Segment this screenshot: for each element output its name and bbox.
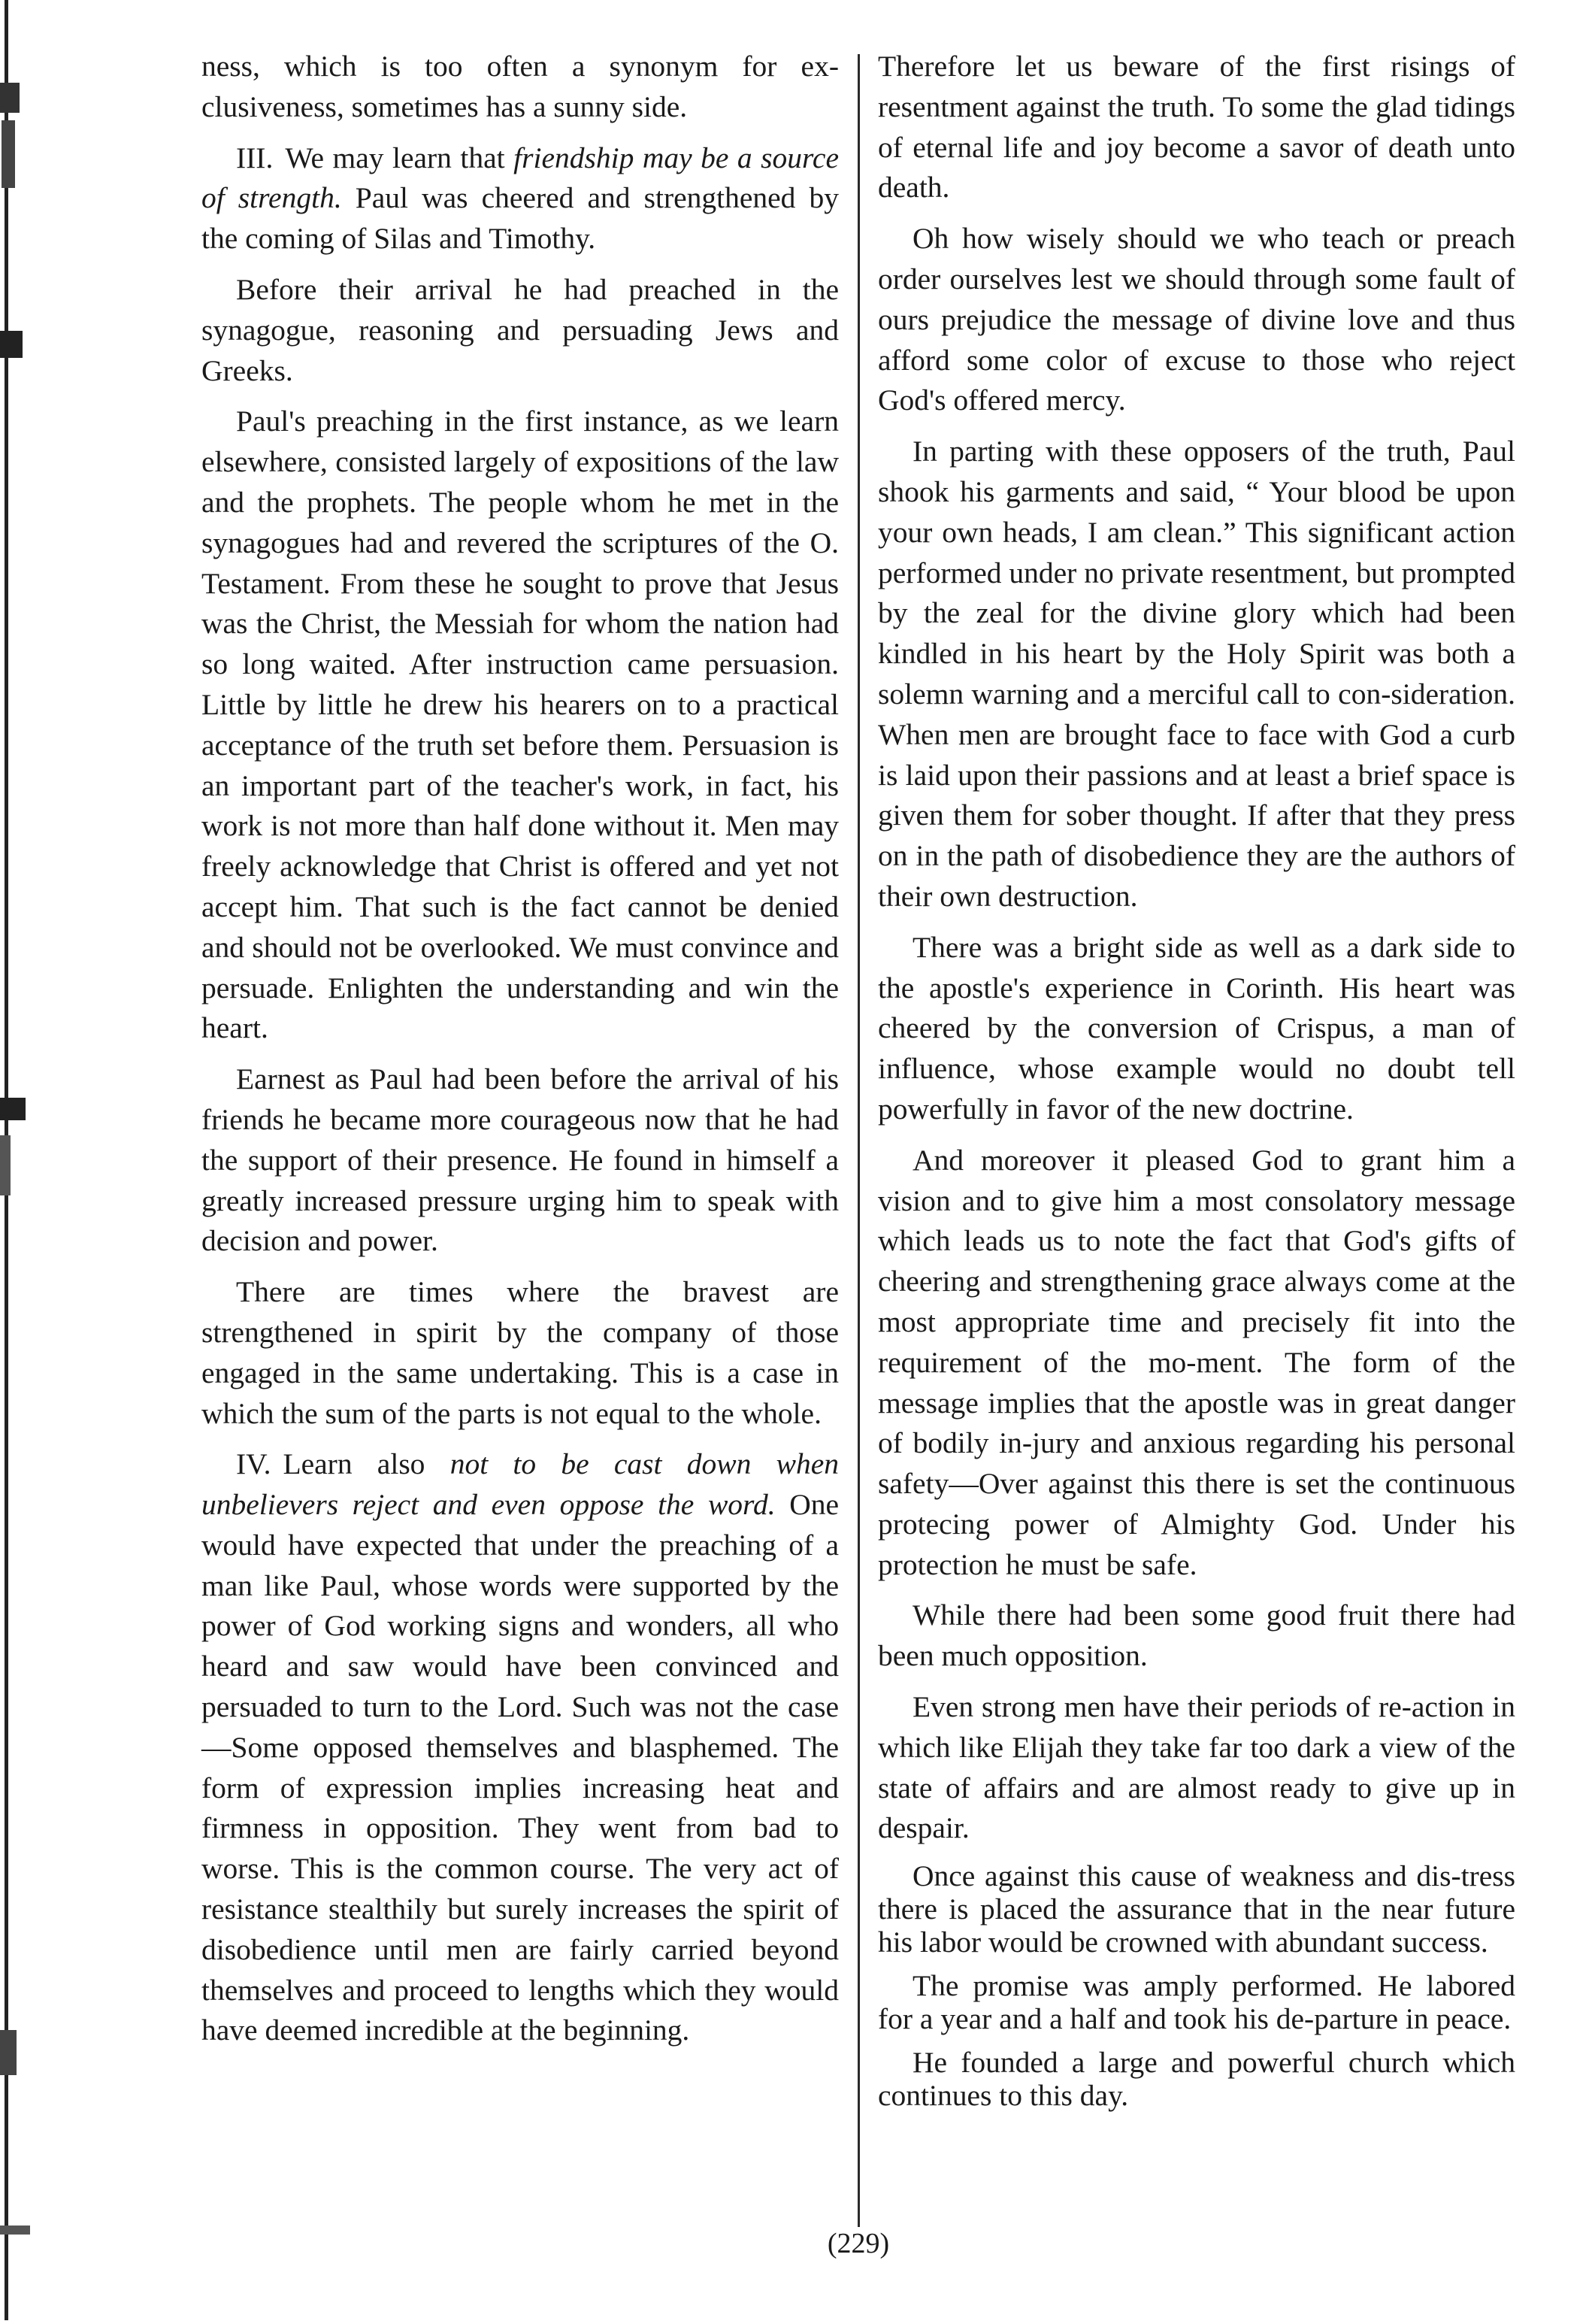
paragraph bbox=[878, 432, 1515, 917]
paragraph bbox=[878, 219, 1515, 421]
paragraph-text: Learn also bbox=[283, 1447, 450, 1481]
paragraph-text: We may learn that bbox=[285, 141, 514, 174]
left-column bbox=[201, 47, 839, 2062]
book-page bbox=[201, 47, 1515, 2272]
paragraph bbox=[878, 1687, 1515, 1849]
paragraph-text: Paul's preaching in the first instance, as we learn elsewhere, consisted largely of expositions of the law and the prophets. The people whom he met in the synagogues had and revered the scriptures of the O. Testament. From these he sought to prove that Jesus was the Christ, the Messiah for whom the nation had so long waited. After instruction came persuasion. Little by little he drew his hearers on to a practical acceptance of the truth set before them. Persuasion is an important part of the teacher's work, in fact, his work is not more than half done without it. Men may freely acknowledge that Christ is offered and yet not accept him. That such is the fact cannot be denied and should not be overlooked. We must convince and persuade. Enlighten the understanding and win the heart. bbox=[201, 405, 839, 1045]
paragraph-text: There was a bright side as well as a dark side to the apostle's experience in Corinth. His heart was cheered by the conversion of Crispus, a man of influence, whose example would no doubt tell powerfully in favor of the new doctrine. bbox=[878, 930, 1515, 1126]
italic-heading: friendship may be a source of strength. bbox=[201, 141, 839, 215]
paragraph-text: Oh how wisely should we who teach or preach order ourselves lest we should through some fault of ours prejudice the message of divine love and thus afford some color of excuse to those who reject God's offered mercy. bbox=[878, 222, 1515, 417]
paragraph-text: ness, which is too often a synonym for ex-clusiveness, sometimes has a sunny side. bbox=[201, 50, 839, 123]
paragraph-text: The promise was amply performed. He labored for a year and a half and took his de-parture in peace. bbox=[878, 1969, 1515, 2036]
page-number: (229) bbox=[827, 2228, 890, 2259]
paragraph-text: He founded a large and powerful church which continues to this day. bbox=[878, 2046, 1515, 2113]
paragraph bbox=[878, 928, 1515, 1130]
paragraph-text: While there had been some good fruit there had been much opposition. bbox=[878, 1598, 1515, 1673]
paragraph bbox=[201, 1059, 839, 1262]
paragraph bbox=[201, 47, 839, 128]
paragraph-text: Even strong men have their periods of re-action in which like Elijah they take far too dark a view of the state of affairs and are almost ready to give up in despair. bbox=[878, 1690, 1515, 1845]
section-numeral: IV. bbox=[236, 1447, 271, 1481]
paragraph bbox=[201, 401, 839, 1049]
binding-edge-marks bbox=[0, 0, 35, 2320]
paragraph bbox=[201, 270, 839, 391]
paragraph-text: In parting with these opposers of the truth, Paul shook his garments and said, “ Your blood be upon your own heads, I am clean.” This significant action performed under no private resentment, but prompted by the zeal for the divine glory which had been kindled in his heart by the Holy Spirit was both a solemn warning and a merciful call to con-sideration. When men are brought face to face with God a curb is laid upon their passions and at least a brief space is given them for sober thought. If after that they press on in the path of disobedience they are the authors of their own destruction. bbox=[878, 435, 1515, 913]
column-divider bbox=[858, 54, 860, 2227]
paragraph bbox=[878, 2046, 1515, 2112]
right-column bbox=[878, 47, 1515, 2123]
paragraph-text: Once against this cause of weakness and dis-tress there is placed the assurance that in the near future his labor would be crowned with abundant success. bbox=[878, 1859, 1515, 1959]
paragraph-text: Before their arrival he had preached in the synagogue, reasoning and persuading Jews and Greeks. bbox=[201, 272, 839, 387]
paragraph bbox=[878, 1595, 1515, 1677]
section-numeral: III. bbox=[236, 141, 274, 174]
paragraph-text: Paul was cheered and strengthened by the coming of Silas and Timothy. bbox=[201, 181, 839, 256]
paragraph bbox=[201, 1272, 839, 1434]
paragraph-text: One would have expected that under the preaching of a man like Paul, whose words were supported by the power of God working signs and wonders, all who heard and saw would have been convinced and persuaded to turn to the Lord. Such was not the case—Some opposed themselves and blasphemed. The form of expression implies increasing heat and firmness in opposition. They went from bad to worse. This is the common course. The very act of resistance stealthily but surely increases the spirit of disobedience until men are fairly carried beyond themselves and proceed to lengths which they would have deemed incredible at the beginning. bbox=[201, 1488, 839, 2047]
paragraph bbox=[878, 1969, 1515, 2035]
paragraph-text: Earnest as Paul had been before the arrival of his friends he became more courageous now that he had the support of their presence. He found in himself a greatly increased pressure urging him to speak with decision and power. bbox=[201, 1062, 839, 1258]
paragraph-text: There are times where the bravest are strengthened in spirit by the company of those engaged in the same undertaking. This is a case in which the sum of the parts is not equal to the whole. bbox=[201, 1275, 839, 1430]
paragraph bbox=[201, 138, 839, 259]
paragraph bbox=[878, 47, 1515, 208]
paragraph-text: Therefore let us beware of the first risings of resentment against the truth. To some the glad tidings of eternal life and joy become a savor of death unto death. bbox=[878, 50, 1515, 205]
italic-heading: not to be cast down when unbelievers reject and even oppose the word. bbox=[201, 1447, 839, 1522]
binding-edge-artifact bbox=[0, 0, 35, 2320]
paragraph bbox=[878, 1141, 1515, 1586]
paragraph bbox=[201, 1444, 839, 2051]
paragraph bbox=[878, 1859, 1515, 1959]
paragraph-text: And moreover it pleased God to grant him a vision and to give him a most consolatory message which leads us to note the fact that God's gifts of cheering and strengthening grace always come at the most appropriate time and precisely fit into the requirement of the mo-ment. The form of the message implies that the apostle was in great danger of bodily in-jury and anxious regarding his personal safety—Over against this there is set the continuous protecing power of Almighty God. Under his protection he must be safe. bbox=[878, 1143, 1515, 1581]
